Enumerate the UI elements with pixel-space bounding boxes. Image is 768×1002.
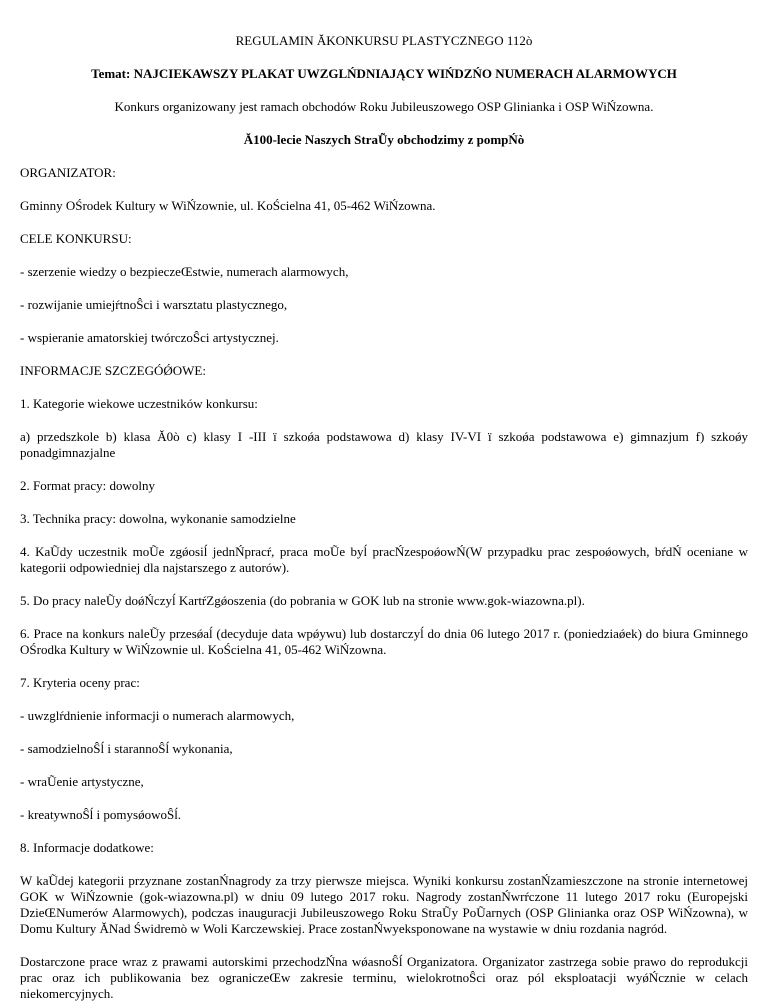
intro-text: Konkurs organizowany jest ramach obchodów Roku Jubileuszowego OSP Glinianka i OSP WiŃzowna. xyxy=(114,99,654,114)
detail-paragraph: 5. Do pracy naleŨy doǿŃczyĺ KartŕZgǿoszenia (do pobrania w GOK lub na stronie www.gok-wiazowna.pl). xyxy=(20,593,585,608)
organizer-heading: ORGANIZATOR: xyxy=(20,165,116,180)
motto-text: Ă100-lecie Naszych StraŨy obchodzimy z pompŃò xyxy=(243,132,525,147)
details-heading: INFORMACJE SZCZEGÓǾOWE: xyxy=(20,363,206,378)
organizer-text: Gminny OŚrodek Kultury w WiŃzownie, ul. KoŚcielna 41, 05-462 WiŃzowna. xyxy=(20,198,436,213)
detail-paragraph: 8. Informacje dodatkowe: xyxy=(20,840,154,855)
goals-heading: CELE KONKURSU: xyxy=(20,231,132,246)
criteria-item: - samodzielnoŜĺ i starannoŜĺ wykonania, xyxy=(20,741,233,756)
detail-paragraph: 3. Technika pracy: dowolna, wykonanie samodzielne xyxy=(20,511,296,526)
criteria-item: - kreatywnoŜĺ i pomysǿowoŜĺ. xyxy=(20,807,182,822)
detail-paragraph: a) przedszkole b) klasa Ă0ò c) klasy I -III ï szkoǿa podstawowa d) klasy IV-VI ï szkoǿa podstawowa e) gimnazjum f) szkoǿy ponadgimnazjalne xyxy=(20,429,748,460)
detail-paragraph: 2. Format pracy: dowolny xyxy=(20,478,156,493)
detail-paragraph: 4. KaŨdy uczestnik moŨe zgǿosiĺ jednŃpracŕ, praca moŨe byĺ pracŃzespoǿowŃ(W przypadku prac zespoǿowych, bŕdŃ oceniane w kategorii odpowiedniej dla najstarszego z autorów). xyxy=(20,544,748,575)
criteria-item: - wraŨenie artystyczne, xyxy=(20,774,144,789)
detail-paragraph: 6. Prace na konkurs naleŨy przesǿaĺ (decyduje data wpǿywu) lub dostarczyĺ do dnia 06 lutego 2017 r. (poniedziaǿek) do biura Gminnego OŚrodka Kultury w WiŃzownie ul. KoŚcielna 41, 05-462 WiŃzowna. xyxy=(20,626,748,657)
detail-paragraph: 7. Kryteria oceny prac: xyxy=(20,675,140,690)
topic-heading: Temat: NAJCIEKAWSZY PLAKAT UWZGLŃDNIAJĄCY WIŃDZŃO NUMERACH ALARMOWYCH xyxy=(91,66,677,81)
detail-paragraph: Dostarczone prace wraz z prawami autorskimi przechodzŃna wǿasnoŜĺ Organizatora. Organizator zastrzega sobie prawo do reprodukcji prac oraz ich publikowania bez ograniczeŒw zakresie terminu, wielokrotnoŜci oraz pól eksploatacji wyǿŃcznie w celach niekomercyjnych. xyxy=(20,954,748,1001)
detail-paragraph: W kaŨdej kategorii przyznane zostanŃnagrody za trzy pierwsze miejsca. Wyniki konkursu zostanŃzamieszczone na stronie internetowej GOK w WiŃzownie (gok-wiazowna.pl) w dniu 09 lutego 2017 roku. Nagrody zostanŃwrŕczone 11 lutego 2017 roku (Europejski DzieŒNumerów Alarmowych), podczas inauguracji Jubileuszowego Roku StraŨy PoŨarnych (OSP Glinianka oraz OSP WiŃzowna), w Domu Kultury ĂNad Świdremò w Woli Karczewskiej. Prace zostanŃwyeksponowane na wystawie w dniu rozdania nagród. xyxy=(20,873,748,936)
detail-paragraph: 1. Kategorie wiekowe uczestników konkursu: xyxy=(20,396,258,411)
goal-item: - szerzenie wiedzy o bezpieczeŒstwie, numerach alarmowych, xyxy=(20,264,349,279)
goal-item: - wspieranie amatorskiej twórczoŜci artystycznej. xyxy=(20,330,279,345)
document-title: REGULAMIN ĂKONKURSU PLASTYCZNEGO 112ò xyxy=(235,33,533,48)
criteria-item: - uwzglŕdnienie informacji o numerach alarmowych, xyxy=(20,708,295,723)
goal-item: - rozwijanie umiejŕtnoŜci i warsztatu plastycznego, xyxy=(20,297,288,312)
